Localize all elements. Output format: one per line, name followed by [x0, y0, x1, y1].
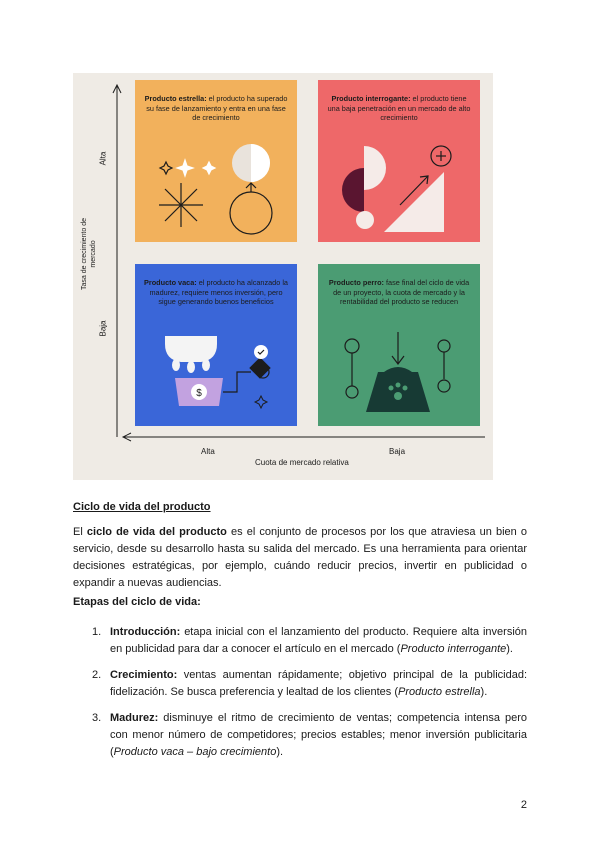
x-low-label: Baja: [389, 447, 406, 456]
intro-text: es el conjunto de procesos por los que atraviesa un bien o servicio, desde su desarrollo hasta su salida del mercado. Es una herramienta para orientar decisiones estratégicas, por ejemplo, cuándo reducir precios, invertir en publicidad o expandir a nuevas audiencias.: [73, 526, 527, 589]
stage-end: ).: [506, 643, 513, 655]
quadrant-question-text: el producto tiene una baja penetración en un mercado de alto crecimiento: [327, 94, 471, 123]
stage-product: Producto estrella: [398, 686, 481, 698]
stage-product: Producto vaca – bajo crecimiento: [113, 746, 277, 758]
quadrant-cow-text: el producto ha alcanzado la madurez, requiere menos inversión, pero sigue generando buenos beneficios: [149, 278, 288, 307]
quadrant-question-title: Producto interrogante:: [331, 94, 411, 103]
stage-product: Producto interrogante: [400, 643, 507, 655]
stage-label: Crecimiento:: [110, 669, 178, 681]
stages-title: Etapas del ciclo de vida:: [73, 596, 201, 608]
stage-end: ).: [480, 686, 488, 698]
quadrant-dog-title: Producto perro:: [328, 278, 384, 287]
list-number: 3.: [92, 712, 102, 724]
quadrant-cow: [135, 264, 297, 426]
list-item: [92, 624, 527, 658]
stage-text: disminuye el ritmo de crecimiento de ventas; competencia intensa pero con menor número de competidores; precios estables; menor inversión publicitaria (: [110, 712, 527, 758]
page-number: 2: [520, 799, 527, 811]
stage-end: ).: [276, 746, 284, 758]
list-item: [92, 667, 527, 701]
bcg-matrix-figure: [73, 73, 493, 480]
star-illustration: [135, 80, 297, 242]
quadrant-cow-title: Producto vaca:: [144, 278, 197, 287]
y-axis-label: Tasa de crecimiento de mercado: [81, 218, 97, 290]
quadrant-dog: [318, 264, 480, 426]
y-low-label: Baja: [98, 320, 108, 337]
stage-text: ventas aumentan rápidamente; objetivo principal de la publicidad: fidelización. Se busca preferencia y lealtad de los clientes (: [110, 669, 527, 698]
x-axis-label: Cuota de mercado relativa: [255, 458, 349, 467]
list-number: 2.: [92, 669, 102, 681]
x-high-label: Alta: [201, 447, 215, 456]
list-item: [92, 710, 527, 761]
quadrant-question: [318, 80, 480, 242]
intro-prefix: El: [73, 526, 87, 538]
cow-illustration: [135, 264, 297, 426]
section-title: Ciclo de vida del producto: [73, 501, 211, 513]
list-number: 1.: [92, 626, 102, 638]
dog-illustration: [318, 264, 480, 426]
quadrant-star-title: Producto estrella:: [144, 94, 207, 103]
quadrant-dog-text: fase final del ciclo de vida de un proyecto, la cuota de mercado y la rentabilidad del producto se reducen: [333, 278, 470, 307]
coin-symbol: $: [196, 388, 202, 399]
quadrant-star-text: el producto ha superado su fase de lanzamiento y entra en una fase de crecimiento: [146, 94, 288, 123]
intro-bold-term: ciclo de vida del producto: [86, 526, 227, 538]
stage-label: Introducción:: [110, 626, 181, 638]
question-illustration: [318, 80, 480, 242]
quadrant-star: [135, 80, 297, 242]
y-high-label: Alta: [98, 151, 108, 166]
stage-text: etapa inicial con el lanzamiento del producto. Requiere alta inversión en publicidad para dar a conocer el artículo en el mercado (: [110, 626, 527, 655]
intro-paragraph: [73, 524, 527, 592]
stage-label: Madurez:: [110, 712, 159, 724]
